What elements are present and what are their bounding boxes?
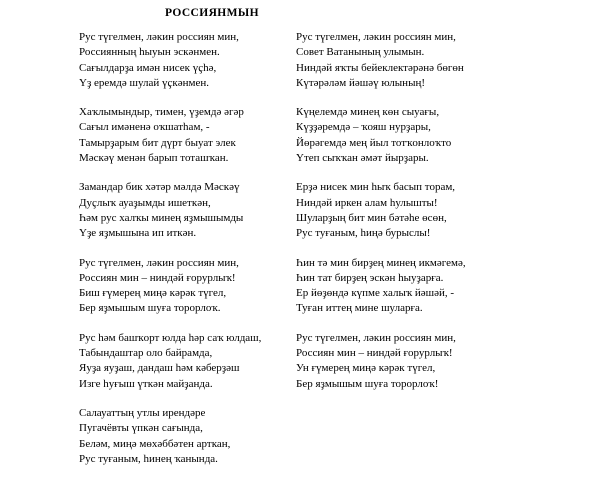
verse-line: Мәскәү менән барып тоташҡан. [79, 152, 229, 165]
verse-line: Рус һәм башҡорт юлда һәр саҡ юлдаш, [79, 331, 262, 344]
verse-line: Ер йөҙөндә күпме халыҡ йәшәй, - [296, 287, 455, 300]
poem-title: РОССИЯНМЫН [165, 7, 259, 19]
stanza [296, 105, 511, 166]
verse-line: Һәм рус халҡы минең яҙмышымды [79, 211, 244, 224]
verse-line: Күтәрәләм йәшәү юлының! [296, 76, 426, 89]
verse-line: Туған иттең мине шуларға. [296, 302, 423, 315]
verse-line: Үҙе яҙмышына ип иткән. [79, 227, 197, 240]
verse-line: Сағыл имәненә оҡшатһам, - [79, 121, 210, 134]
verse-line: Тамырҙарым бит дүрт быуат элек [79, 136, 236, 149]
verse-line: Пугачёвты үпкән сағында, [79, 422, 203, 435]
stanza [79, 105, 294, 166]
verse-line: Күңелемдә минең көн сыуағы, [296, 106, 440, 119]
stanza [79, 180, 294, 241]
verse-line: Россиян мин – ниндәй ғорурлыҡ! [296, 347, 453, 360]
stanza [79, 406, 294, 467]
verse-line: Рус түгелмен, ләкин россиян мин, [79, 31, 239, 43]
verse-line: Рус туғаным, һиңә бурыслы! [296, 227, 431, 240]
verse-line: Беләм, миңә мөхәббәтен арткан, [79, 437, 231, 450]
verse-line: Үҙ еремдә шулай үҫкәнмен. [79, 76, 209, 89]
verse-line: Рус туғаным, һинең ҡанында. [79, 452, 218, 465]
stanza [79, 331, 294, 392]
verse-line: Күҙҙәремдә – ҡояш нурҙары, [296, 121, 431, 134]
verse-line: Бер яҙмышым шуға торорлоҡ. [79, 302, 221, 315]
verse-line: Рус түгелмен, ләкин россиян мин, [296, 331, 456, 344]
verse-line: Ниндәй иркен алам һулышты! [296, 196, 438, 209]
stanza [79, 30, 294, 91]
verse-line: Замандар бик хәтәр мәлдә Мәскәү [79, 181, 240, 194]
stanza [79, 256, 294, 317]
verse-line: Россиянның һыуын эскәнмен. [79, 46, 220, 59]
verse-line: Шуларҙың бит мин бәтәһе өсөн, [296, 211, 447, 224]
verse-line: Дуҫлыҡ ауаҙымды ишеткән, [79, 196, 211, 209]
stanza [296, 30, 511, 91]
verse-line: Салауаттың утлы ирендәре [79, 406, 206, 419]
right-column [296, 30, 511, 406]
verse-line: Үтеп сыҡҡан әмәт йырҙары. [296, 152, 429, 165]
verse-line: Һин тат бирҙең эскән һыуҙарға. [296, 271, 444, 284]
verse-line: Яуҙа яуҙаш, дандаш һәм кәберҙәш [79, 362, 240, 375]
stanza [296, 180, 511, 241]
verse-line: Бер яҙмышым шуға торорлоҡ! [296, 377, 439, 390]
verse-line: Һин тә мин бирҙең минең икмәгемә, [296, 256, 466, 269]
verse-line: Сағылдарҙа имән нисек үҫһә, [79, 61, 217, 74]
verse-line: Табындаштар оло байрамда, [79, 347, 213, 360]
verse-line: Йөрәгемдә мең йыл тотҡонлоҡто [296, 136, 452, 149]
verse-line: Россиян мин – ниндәй ғорурлыҡ! [79, 271, 236, 284]
verse-line: Хаҡлымындыр, тимен, үҙемдә әгәр [79, 106, 244, 119]
left-column [79, 30, 294, 481]
verse-line: Рус түгелмен, ләкин россиян мин, [296, 31, 456, 43]
verse-line: Биш ғүмерең миңә кәрәк түгел, [79, 287, 227, 300]
stanza [296, 331, 511, 392]
stanza [296, 256, 511, 317]
verse-line: Совет Ватанының улымын. [296, 46, 425, 59]
verse-line: Рус түгелмен, ләкин россиян мин, [79, 256, 239, 269]
verse-line: Ниндәй яҡты бейеклектәрәнә бөгөн [296, 61, 464, 74]
verse-line: Ун ғүмерең миңә кәрәк түгел, [296, 362, 436, 375]
verse-line: Изге һуғыш үткән майҙанда. [79, 377, 213, 390]
verse-line: Ерҙә нисек мин һыҡ басып торам, [296, 181, 456, 194]
